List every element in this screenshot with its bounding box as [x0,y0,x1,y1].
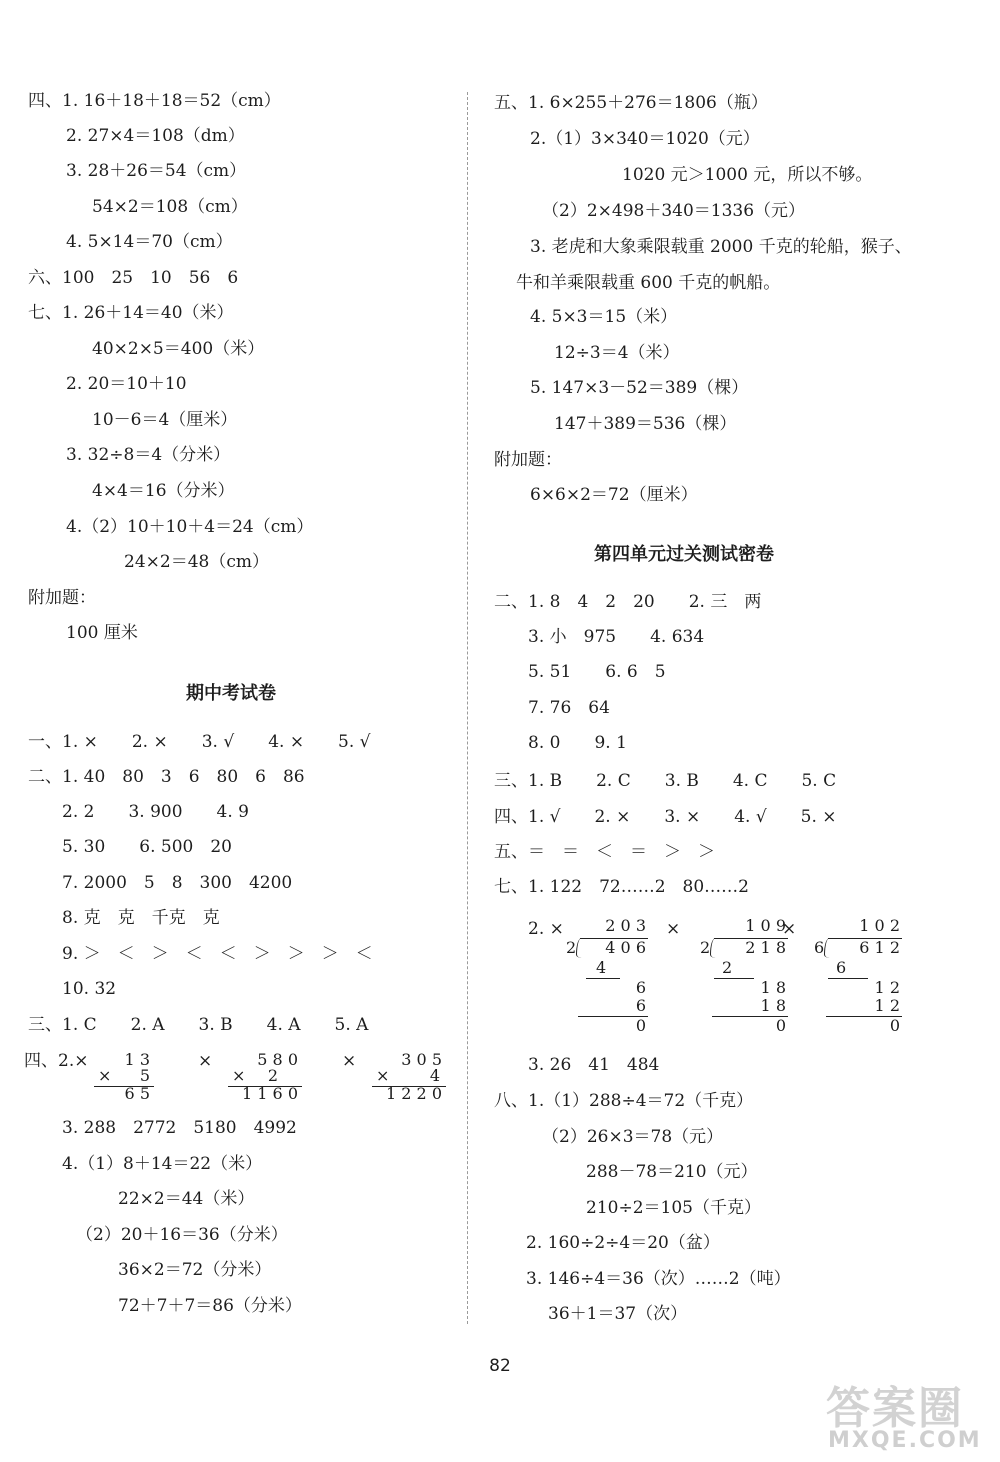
text-line: 2. 2 3. 900 4. 9 [62,802,249,822]
div-label: 2. × [528,919,564,939]
text-line: 4×4＝16（分米） [92,481,235,501]
div-rule [586,978,620,979]
mult-mid: 5 [139,1066,150,1085]
text-line: 三、1. B 2. C 3. B 4. C 5. C [494,771,837,791]
mult-top: 5 8 0 [257,1050,298,1069]
text-line: 3. 32÷8＝4（分米） [66,445,231,465]
mult-result: 1 1 6 0 [242,1084,298,1103]
text-line: 8. 0 9. 1 [528,733,627,753]
text-line: 七、1. 26＋14＝40（米） [28,303,234,323]
div-dividend: 2 1 8 [745,938,786,957]
mult-top: 3 0 5 [401,1050,442,1069]
mult-sign: × [232,1066,246,1085]
div-rule [828,978,868,979]
text-line: 二、1. 40 80 3 6 80 6 86 [28,767,305,787]
text-line: 牛和羊乘限载重 600 千克的帆船。 [516,273,781,293]
text-line: 3. 28＋26＝54（cm） [66,161,247,181]
watermark-top-text: 答案圈 [826,1383,964,1434]
text-line: 3. 老虎和大象乘限载重 2000 千克的轮船，猴子、 [530,237,912,257]
text-line: 10－6＝4（厘米） [92,410,238,430]
text-line: 4.（2）10＋10＋4＝24（cm） [66,517,314,537]
mult-mid: 4 [429,1066,440,1085]
watermark-bottom-text: MXQE.COM [828,1428,982,1453]
text-line: 12÷3＝4（米） [554,343,680,363]
text-line: 2. 27×4＝108（dm） [66,126,245,146]
div-step: 6 [836,958,847,977]
mult-mid: 2 [267,1066,278,1085]
text-line: 四、1. √ 2. × 3. × 4. √ 5. × [494,807,837,827]
text-line: 八、1.（1）288÷4＝72（千克） [494,1091,754,1111]
text-line: 四、1. 16＋18＋18＝52（cm） [28,91,281,111]
text-line: 100 厘米 [66,623,138,643]
text-line: （2）20＋16＝36（分米） [76,1225,288,1245]
text-line: 210÷2＝105（千克） [586,1198,761,1218]
div-step: 6 [635,978,646,997]
mult-label: 四、2.× [24,1051,89,1071]
text-line: 5. 51 6. 6 5 [528,662,666,682]
div-step: 1 2 [874,978,900,997]
div-rule [714,978,754,979]
mult-result: 1 2 2 0 [386,1084,442,1103]
text-line: 36×2＝72（分米） [118,1260,272,1280]
text-line: 五、1. 6×255＋276＝1806（瓶） [494,93,768,113]
mult-sign: × [98,1066,112,1085]
div-step: 1 8 [760,978,786,997]
div-step: 2 [722,958,733,977]
text-line: 54×2＝108（cm） [92,197,248,217]
text-line: 288－78＝210（元） [586,1162,758,1182]
div-step: 1 8 [760,996,786,1015]
vertical-multiplication-2 [222,1050,302,1110]
div-bracket-curve [710,938,717,958]
text-line: 五、＝ ＝ ＜ ＝ ＞ ＞ [494,842,715,862]
text-line: 七、1. 122 72……2 80……2 [494,877,749,897]
text-line: 3. 26 41 484 [528,1055,660,1075]
div-divisor: 2 [700,938,711,957]
div-quotient: 1 0 2 [859,916,900,935]
column-divider [467,92,468,1324]
text-line: 8. 克 克 千克 克 [62,908,220,928]
div-dividend: 6 1 2 [859,938,900,957]
text-line: 22×2＝44（米） [118,1189,255,1209]
long-division-1 [562,916,652,1040]
mult-result: 6 5 [124,1084,150,1103]
text-line: 4. 5×14＝70（cm） [66,232,233,252]
text-line: 附加题： [494,450,562,470]
div-step: 6 [635,996,646,1015]
text-line: 2. 160÷2÷4＝20（盆） [526,1233,720,1253]
text-line: 40×2×5＝400（米） [92,339,265,359]
text-line: 7. 76 64 [528,698,610,718]
div-divisor: 6 [814,938,825,957]
text-line: 附加题： [28,588,96,608]
text-line: （2）2×498＋340＝1336（元） [542,201,806,221]
vertical-multiplication-1 [88,1050,158,1110]
text-line: 六、100 25 10 56 6 [28,268,239,288]
div-divisor: 2 [566,938,577,957]
div-remainder: 0 [889,1016,900,1035]
long-division-3 [810,916,906,1040]
text-line: （2）26×3＝78（元） [542,1127,724,1147]
text-line: 4. 5×3＝15（米） [530,307,678,327]
text-line: 7. 2000 5 8 300 4200 [62,873,293,893]
text-line: 5. 30 6. 500 20 [62,837,232,857]
text-line: 9. ＞ ＜ ＞ ＜ ＜ ＞ ＞ ＞ ＜ [62,944,373,964]
div-quotient: 2 0 3 [605,916,646,935]
text-line: 3. 小 975 4. 634 [528,627,705,647]
text-line: 1020 元＞1000 元，所以不够。 [622,165,873,185]
mult-cross: × [342,1051,357,1071]
mult-sign: × [376,1066,390,1085]
long-division-2 [696,916,792,1040]
mult-cross: × [198,1051,213,1071]
text-line: 36＋1＝37（次） [548,1304,688,1324]
text-line: 2.（1）3×340＝1020（元） [530,129,760,149]
text-line: 6×6×2＝72（厘米） [530,485,698,505]
section-title-unit4: 第四单元过关测试密卷 [594,544,774,565]
text-line: 二、1. 8 4 2 20 2. 三 两 [494,592,762,612]
vertical-multiplication-3 [366,1050,446,1110]
watermark-logo [818,1372,998,1460]
text-line: 4.（1）8＋14＝22（米） [62,1154,263,1174]
text-line: 3. 146÷4＝36（次）……2（吨） [526,1269,791,1289]
div-step: 4 [596,958,607,977]
mult-top: 1 3 [124,1050,150,1069]
div-bracket-curve [576,938,583,958]
div-remainder: 0 [635,1016,646,1035]
div-quotient: 1 0 9 [745,916,786,935]
div-cross: × [666,919,681,939]
div-remainder: 0 [775,1016,786,1035]
div-step: 1 2 [874,996,900,1015]
text-line: 2. 20＝10＋10 [66,374,187,394]
text-line: 24×2＝48（cm） [124,552,269,572]
text-line: 一、1. × 2. × 3. √ 4. × 5. √ [28,732,371,752]
div-dividend: 4 0 6 [605,938,646,957]
text-line: 10. 32 [62,979,117,999]
text-line: 5. 147×3－52＝389（棵） [530,378,749,398]
section-title-midterm: 期中考试卷 [186,683,276,704]
page-number: 82 [489,1356,511,1376]
text-line: 147＋389＝536（棵） [554,414,737,434]
text-line: 72＋7＋7＝86（分米） [118,1296,302,1316]
text-line: 3. 288 2772 5180 4992 [62,1118,297,1138]
div-cross: × [782,919,797,939]
div-bracket-curve [824,938,831,958]
text-line: 三、1. C 2. A 3. B 4. A 5. A [28,1015,369,1035]
